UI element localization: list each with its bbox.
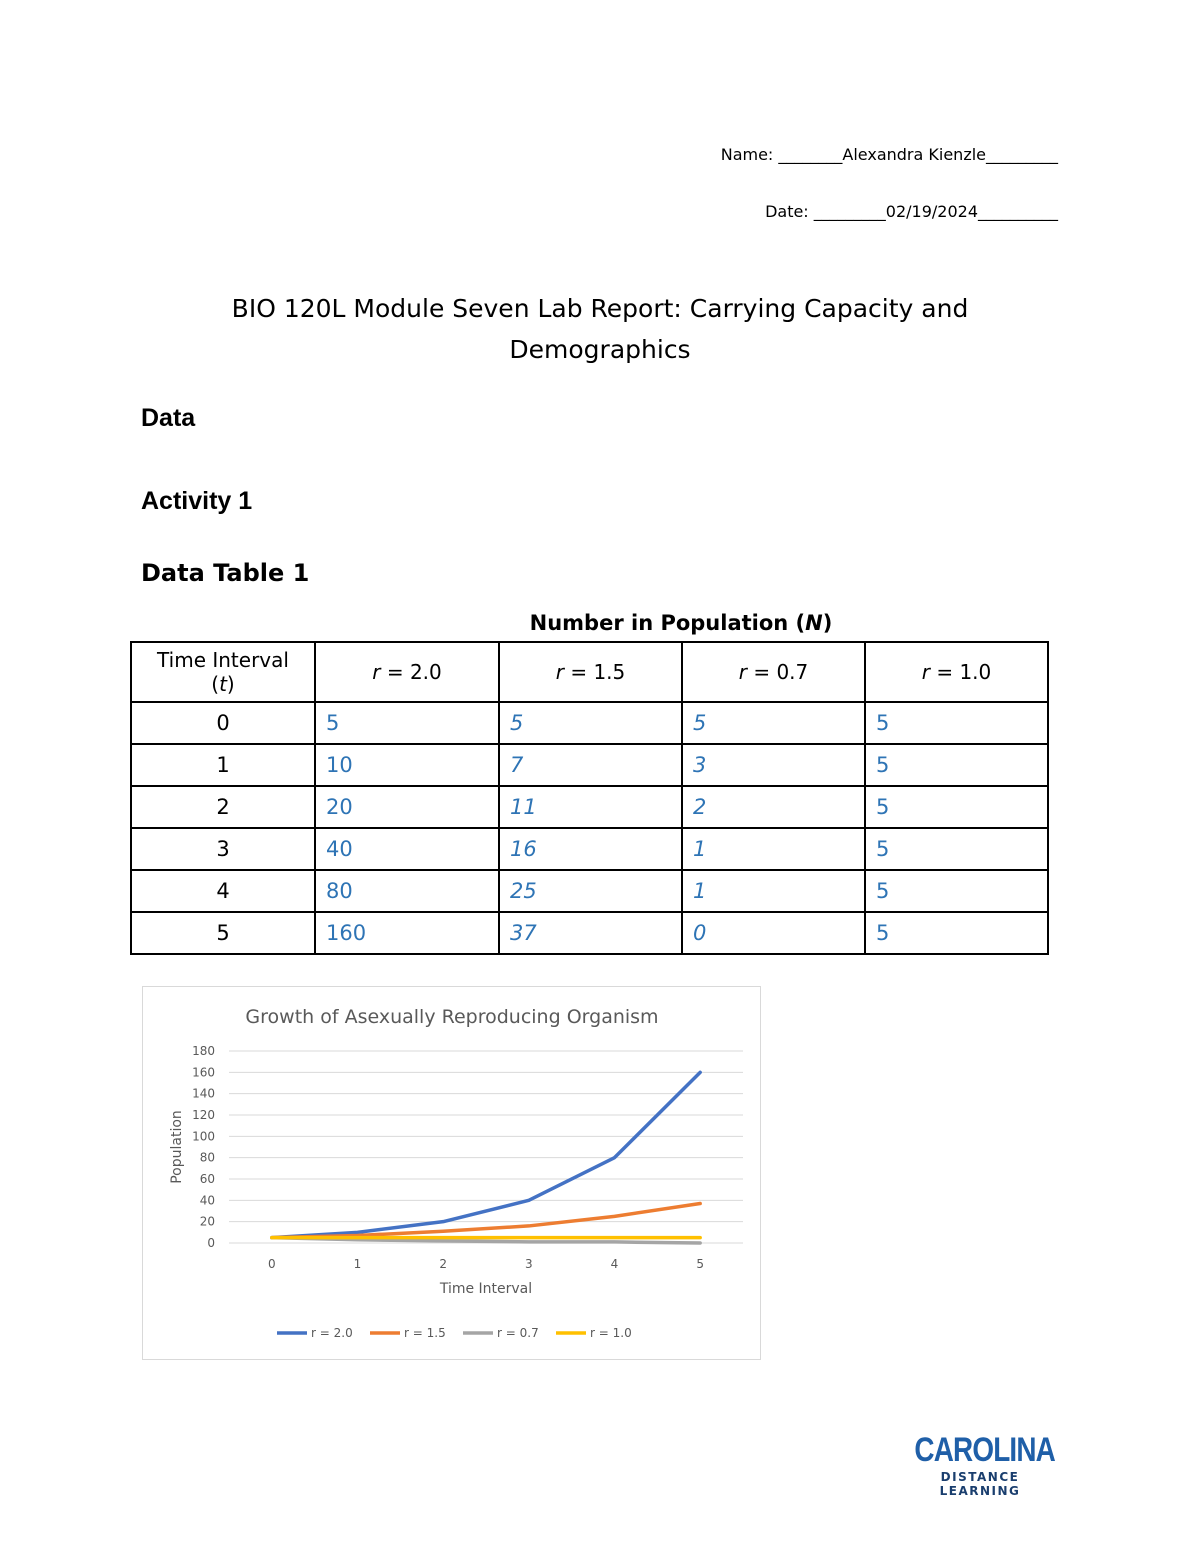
- r-symbol: r: [921, 660, 930, 684]
- table-row: [131, 828, 1048, 870]
- table-row: [131, 912, 1048, 954]
- header-r-2: [682, 642, 865, 702]
- time-cell: 2: [131, 786, 315, 828]
- header-time-interval: [131, 642, 315, 702]
- value-cell: 5: [865, 702, 1048, 744]
- logo-wordmark: CAROLINA: [914, 1431, 1055, 1469]
- r-value: = 2.0: [386, 660, 442, 684]
- table-title: Data Table 1: [141, 559, 310, 587]
- y-tick-label: 180: [192, 1044, 215, 1058]
- value-cell: 5: [499, 702, 682, 744]
- header-r-0: [315, 642, 499, 702]
- value-cell: 7: [499, 744, 682, 786]
- value-cell: 5: [315, 702, 499, 744]
- x-tick-label: 5: [696, 1257, 704, 1271]
- value-cell: 11: [499, 786, 682, 828]
- value-cell: 5: [865, 744, 1048, 786]
- header-time-line1: Time Interval: [157, 648, 289, 672]
- y-tick-label: 0: [207, 1236, 215, 1250]
- date-line: Date: _________02/19/2024__________: [765, 202, 1058, 221]
- value-cell: 5: [865, 786, 1048, 828]
- value-cell: 2: [682, 786, 865, 828]
- value-cell: 1: [682, 870, 865, 912]
- value-cell: 1: [682, 828, 865, 870]
- logo-tagline: DISTANCE LEARNING: [939, 1470, 1021, 1498]
- value-cell: 5: [682, 702, 865, 744]
- caption-variable: N: [805, 611, 823, 635]
- legend-label: r = 1.0: [590, 1326, 632, 1340]
- chart-title: Growth of Asexually Reproducing Organism: [245, 1006, 659, 1028]
- time-cell: 4: [131, 870, 315, 912]
- legend-label: r = 2.0: [311, 1326, 353, 1340]
- table-row: [131, 744, 1048, 786]
- value-cell: 5: [865, 870, 1048, 912]
- value-cell: 160: [315, 912, 499, 954]
- carolina-logo: [900, 1432, 1060, 1498]
- table-header-row: [131, 642, 1048, 702]
- x-tick-label: 2: [439, 1257, 447, 1271]
- section-heading-activity: Activity 1: [141, 487, 253, 515]
- table-row: [131, 870, 1048, 912]
- y-tick-label: 20: [199, 1214, 215, 1229]
- y-axis-label: Population: [169, 1110, 185, 1184]
- header-time-line2: [132, 672, 314, 696]
- r-symbol: r: [372, 660, 381, 684]
- r-symbol: r: [555, 660, 564, 684]
- header-time-var: t: [219, 672, 227, 696]
- x-tick-label: 4: [610, 1257, 619, 1271]
- value-cell: 40: [315, 828, 499, 870]
- chart-canvas: [143, 987, 760, 1359]
- growth-chart: [142, 986, 761, 1360]
- caption-prefix: Number in Population (: [529, 611, 806, 635]
- r-symbol: r: [738, 660, 747, 684]
- document-title-line1: BIO 120L Module Seven Lab Report: Carrying Capacity and: [231, 294, 969, 323]
- x-axis-label: Time Interval: [439, 1281, 533, 1297]
- header-time-open: (: [211, 672, 220, 696]
- table-row: [131, 702, 1048, 744]
- value-cell: 80: [315, 870, 499, 912]
- value-cell: 16: [499, 828, 682, 870]
- r-value: = 1.5: [570, 660, 626, 684]
- value-cell: 25: [499, 870, 682, 912]
- name-line: Name: ________Alexandra Kienzle_________: [720, 145, 1058, 164]
- data-table: [130, 641, 1049, 955]
- header-time-close: ): [226, 672, 235, 696]
- r-value: = 0.7: [753, 660, 809, 684]
- value-cell: 0: [682, 912, 865, 954]
- x-tick-label: 1: [353, 1257, 362, 1271]
- caption-suffix: ): [822, 611, 833, 635]
- legend-label: r = 0.7: [497, 1326, 539, 1340]
- r-value: = 1.0: [936, 660, 992, 684]
- time-cell: 1: [131, 744, 315, 786]
- time-cell: 3: [131, 828, 315, 870]
- table-caption: [315, 611, 1047, 635]
- section-heading-data: Data: [141, 404, 196, 432]
- value-cell: 10: [315, 744, 499, 786]
- time-cell: 5: [131, 912, 315, 954]
- value-cell: 3: [682, 744, 865, 786]
- document-title: [0, 288, 1200, 370]
- x-tick-label: 0: [268, 1257, 276, 1271]
- table-row: [131, 786, 1048, 828]
- y-tick-label: 140: [192, 1086, 215, 1101]
- value-cell: 5: [865, 912, 1048, 954]
- x-tick-label: 3: [525, 1257, 533, 1271]
- y-tick-label: 60: [199, 1172, 215, 1186]
- value-cell: 37: [499, 912, 682, 954]
- time-cell: 0: [131, 702, 315, 744]
- document-title-line2: Demographics: [509, 335, 691, 364]
- y-tick-label: 80: [199, 1150, 215, 1165]
- legend-label: r = 1.5: [404, 1326, 446, 1340]
- y-tick-label: 40: [199, 1193, 215, 1208]
- value-cell: 20: [315, 786, 499, 828]
- y-tick-label: 160: [192, 1065, 215, 1080]
- y-tick-label: 120: [192, 1108, 215, 1122]
- value-cell: 5: [865, 828, 1048, 870]
- header-r-3: [865, 642, 1048, 702]
- y-tick-label: 100: [192, 1129, 215, 1144]
- header-r-1: [499, 642, 682, 702]
